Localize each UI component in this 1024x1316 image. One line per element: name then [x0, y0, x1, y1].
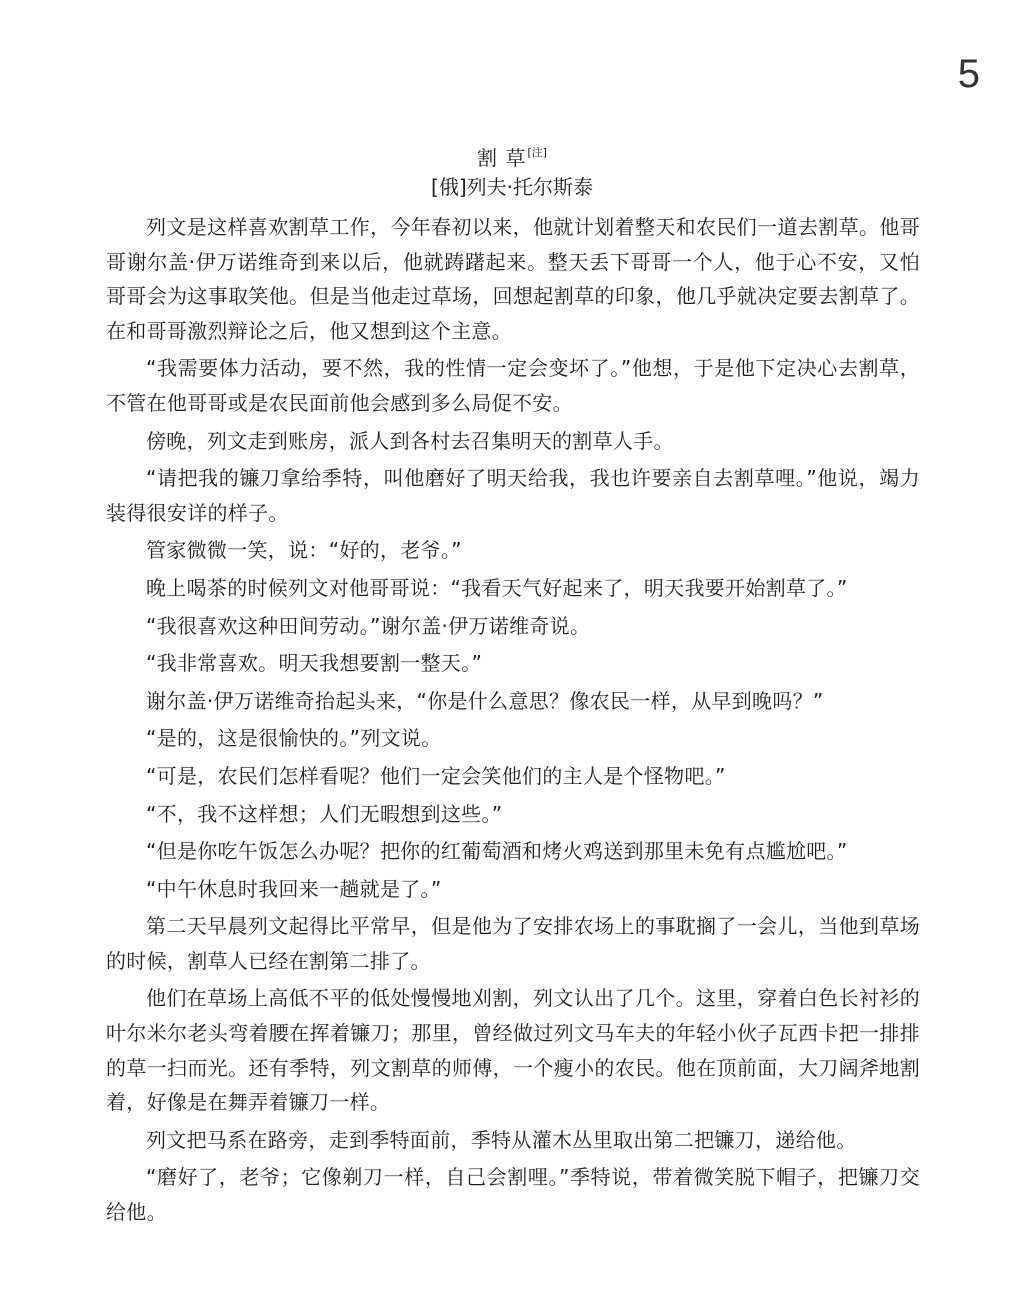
paragraph: “可是，农民们怎样看呢？他们一定会笑他们的主人是个怪物吧。” [146, 763, 726, 788]
paragraph: 他们在草场上高低不平的低处慢慢地刈割，列文认出了几个。这里，穿着白色长衬衫的叶尔米尔老头弯着腰在挥着镰刀；那里，曾经做过列文马车夫的年轻小伙子瓦西卡把一排排的草一扫而光。还有季特，列文割草的师傅，一个瘦小的农民。他在顶前面，大刀阔斧地割着，好像是在舞弄着镰刀一样。 [106, 986, 920, 1115]
author-line: [俄]列夫·托尔斯泰 [431, 175, 593, 199]
paragraph: 第二天早晨列文起得比平常早，但是他为了安排农场上的事耽搁了一会儿，当他到草场的时候，割草人已经在割第二排了。 [106, 914, 920, 973]
page-title [0, 138, 1024, 173]
paragraph: “我需要体力活动，要不然，我的性情一定会变坏了。”他想，于是他下定决心去割草，不管在他哥哥或是农民面前他会感到多么局促不安。 [106, 356, 920, 415]
paragraph: 管家微微一笑，说：“好的，老爷。” [146, 538, 462, 563]
title-footnote-marker: [注] [527, 146, 547, 159]
paragraph: “是的，这是很愉快的。”列文说。 [146, 726, 442, 751]
paragraph: “不，我不这样想；人们无暇想到这些。” [146, 801, 503, 826]
title-text: 割 草 [477, 146, 527, 170]
paragraph: “我非常喜欢。明天我想要割一整天。” [146, 651, 483, 676]
paragraph: 列文把马系在路旁，走到季特面前，季特从灌木丛里取出第二把镰刀，递给他。 [146, 1127, 857, 1152]
paragraph: “请把我的镰刀拿给季特，叫他磨好了明天给我，我也许要亲自去割草哩。”他说，竭力装得很安详的样子。 [106, 466, 920, 525]
paragraph: “我很喜欢这种田间劳动。”谢尔盖·伊万诺维奇说。 [146, 613, 591, 638]
paragraph: 谢尔盖·伊万诺维奇抬起头来，“你是什么意思？像农民一样，从早到晚吗？” [146, 688, 824, 713]
paragraph: 晚上喝茶的时候列文对他哥哥说：“我看天气好起来了，明天我要开始割草了。” [146, 575, 848, 600]
article-body [106, 210, 920, 1233]
paragraph: “磨好了，老爷；它像剃刀一样，自己会割哩。”季特说，带着微笑脱下帽子，把镰刀交给他。 [106, 1165, 920, 1225]
paragraph: “中午休息时我回来一趟就是了。” [146, 876, 442, 901]
page-number: 5 [957, 52, 980, 96]
paragraph: 列文是这样喜欢割草工作，今年春初以来，他就计划着整天和农民们一道去割草。他哥哥谢尔盖·伊万诺维奇到来以后，他就踌躇起来。整天丢下哥哥一个人，他于心不安，又怕哥哥会为这事取笑他。但是当他走过草场，回想起割草的印象，他几乎就决定要去割草了。在和哥哥激烈辩论之后，他又想到这个主意。 [106, 215, 920, 343]
paragraph: “但是你吃午饭怎么办呢？把你的红葡萄酒和烤火鸡送到那里未免有点尴尬吧。” [146, 839, 848, 864]
paragraph: 傍晚，列文走到账房，派人到各村去召集明天的割草人手。 [146, 428, 674, 453]
